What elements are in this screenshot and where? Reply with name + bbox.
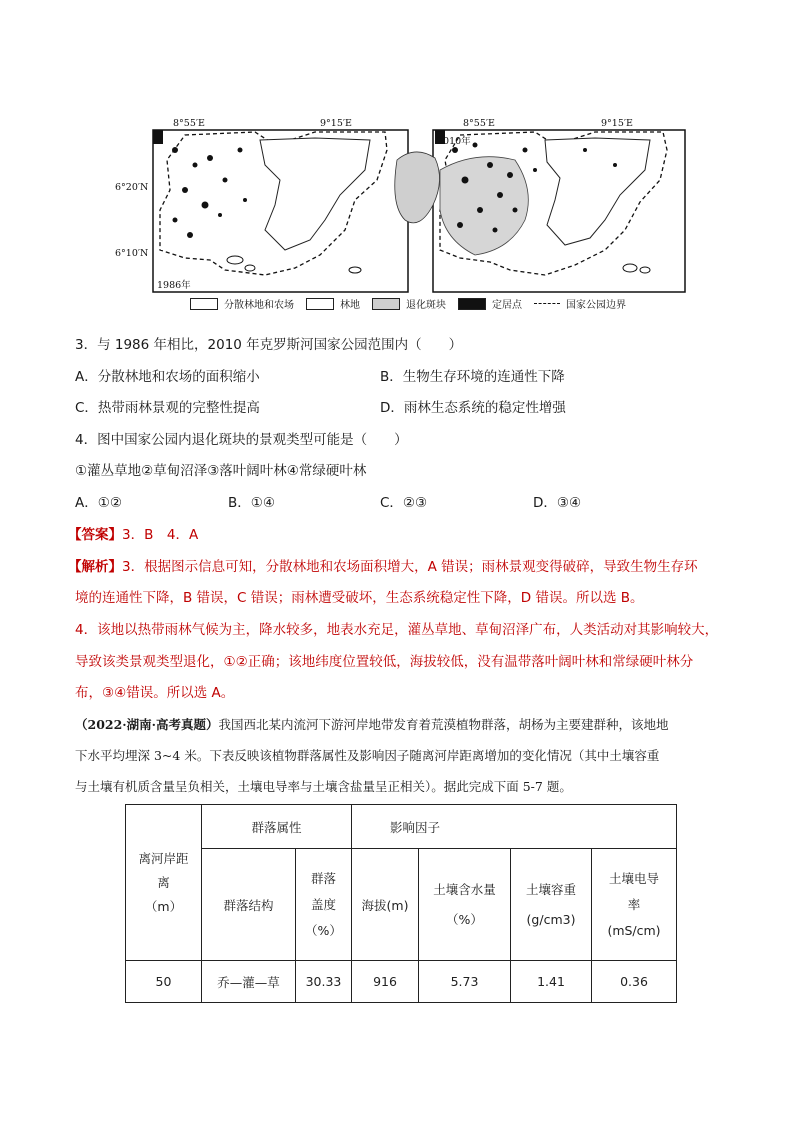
q4-option-b: B．①④: [228, 495, 275, 511]
legend-swatch-boundary: [534, 303, 560, 304]
answer-text: 3．B 4．A: [122, 527, 199, 543]
passage-line-3: 与土壤有机质含量呈负相关，土壤电导率与土壤含盐量呈正相关）。据此完成下面 5-7 题。: [75, 779, 572, 794]
analysis-text-1: 3．根据图示信息可知，分散林地和农场面积增大，A 错误；雨林景观变得破碎，导致生物生存环: [122, 559, 698, 575]
cell-conductivity: 0.36: [592, 961, 677, 1003]
cell-distance: 50: [126, 961, 202, 1003]
passage-text-1: 我国西北某内流河下游河岸地带发育着荒漠植物群落，胡杨为主要建群种，该地地: [218, 717, 669, 732]
left-lat1: 6°20′N: [115, 182, 149, 193]
cell-altitude: 916: [352, 961, 419, 1003]
analysis-line-2: 境的连通性下降，B 错误，C 错误；雨林遭受破坏，生态系统稳定性下降，D 错误。所以选 B。: [75, 590, 644, 606]
data-table: [125, 804, 677, 1003]
passage-source: （2022·湖南·高考真题）: [75, 717, 219, 732]
cell-water: 5.73: [419, 961, 511, 1003]
cell-density: 1.41: [511, 961, 592, 1003]
th-coverage: 群落 盖度 （%）: [296, 849, 352, 961]
q4-option-a: A．①②: [75, 495, 122, 511]
legend-swatch-degraded: [372, 298, 400, 310]
legend-forest: 林地: [340, 300, 360, 311]
q3-option-d: D．雨林生态系统的稳定性增强: [380, 400, 566, 416]
table-row: [126, 961, 677, 1003]
legend-swatch-scattered: [190, 298, 218, 310]
legend-boundary: 国家公园边界: [566, 300, 626, 311]
q3-option-a: A．分散林地和农场的面积缩小: [75, 369, 260, 385]
analysis-line-4: 导致该类景观类型退化，①②正确；该地纬度位置较低，海拔较低，没有温带落叶阔叶林和常绿硬叶林分: [75, 654, 694, 670]
th-distance: 离河岸距 离 （m）: [126, 805, 202, 961]
left-settlement: [153, 130, 163, 144]
q4-stem: 4．图中国家公园内退化斑块的景观类型可能是（ ）: [75, 432, 408, 448]
map-legend: [190, 296, 626, 311]
passage-line-1: [75, 715, 669, 735]
q4-options-line: ①灌丛草地②草甸沼泽③落叶阔叶林④常绿硬叶林: [75, 463, 367, 479]
left-lon2: 9°15′E: [320, 118, 352, 129]
map-figure: [115, 110, 690, 316]
cell-structure: 乔—灌—草: [202, 961, 296, 1003]
th-density: 土壤容重 (g/cm3): [511, 849, 592, 961]
legend-settlement: 定居点: [492, 300, 522, 311]
q3-stem: 3．与 1986 年相比，2010 年克罗斯河国家公园范围内（ ）: [75, 337, 463, 353]
right-lon1: 8°55′E: [463, 118, 495, 129]
legend-swatch-settlement: [458, 298, 486, 310]
answer-line: [68, 525, 198, 545]
legend-swatch-forest: [306, 298, 334, 310]
th-water: 土壤含水量 （%）: [419, 849, 511, 961]
q4-option-c: C．②③: [380, 495, 428, 511]
th-conductivity: 土壤电导 率 (mS/cm): [592, 849, 677, 961]
q3-option-c: C．热带雨林景观的完整性提高: [75, 400, 260, 416]
legend-scattered: 分散林地和农场: [224, 300, 294, 311]
left-lon1: 8°55′E: [173, 118, 205, 129]
th-group-factors: 影响因子: [352, 805, 677, 849]
th-altitude: 海拔(m): [352, 849, 419, 961]
left-year: 1986年: [157, 280, 191, 291]
map-svg: [115, 110, 690, 316]
right-year: 2010年: [437, 136, 471, 147]
cell-coverage: 30.33: [296, 961, 352, 1003]
left-lat2: 6°10′N: [115, 248, 149, 259]
analysis-line-5: 布，③④错误。所以选 A。: [75, 685, 235, 701]
right-lon2: 9°15′E: [601, 118, 633, 129]
passage-line-2: 下水平均埋深 3~4 米。下表反映该植物群落属性及影响因子随离河岸距离增加的变化情况（其中土壤容重: [75, 748, 660, 763]
answer-label: 【答案】: [68, 527, 122, 543]
th-structure: 群落结构: [202, 849, 296, 961]
q4-option-d: D．③④: [533, 495, 582, 511]
analysis-line-3: 4．该地以热带雨林气候为主，降水较多，地表水充足，灌丛草地、草甸沼泽广布，人类活动对其影响较大，: [75, 622, 719, 638]
q3-option-b: B．生物生存环境的连通性下降: [380, 369, 565, 385]
legend-degraded: 退化斑块: [406, 300, 446, 311]
th-group-attributes: 群落属性: [202, 805, 352, 849]
analysis-line-1: [68, 557, 698, 577]
analysis-label: 【解析】: [68, 559, 122, 575]
